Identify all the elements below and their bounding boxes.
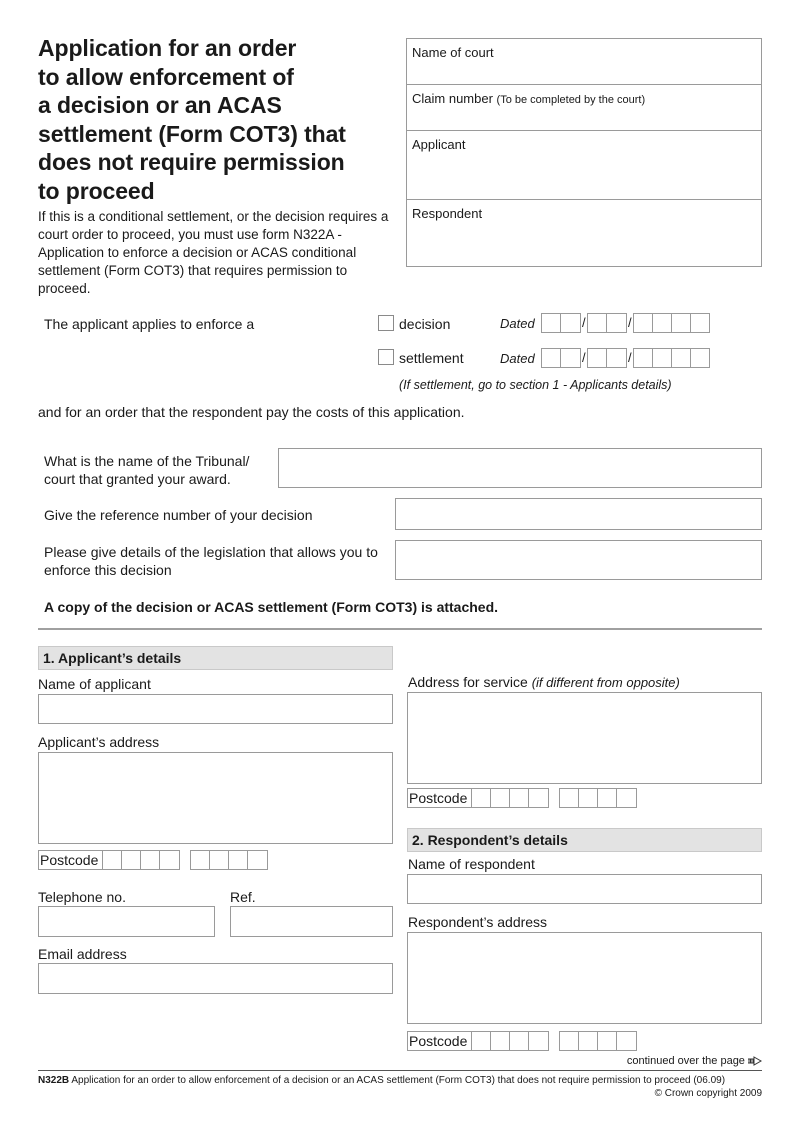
section-divider [38, 628, 762, 630]
form-description: Application for an order to allow enforcement of a decision or an ACAS settlement (Form COT3) that does not require permission to proceed (06.09) [71, 1075, 726, 1086]
continued-text: continued over the page [626, 1055, 745, 1067]
service-postcode [407, 788, 637, 808]
ref-label: Ref. [230, 889, 256, 905]
settlement-label: settlement [399, 350, 464, 366]
service-address-note: (if different from opposite) [531, 675, 680, 690]
claim-number-label: Claim number [412, 91, 493, 106]
settlement-month-input[interactable] [587, 348, 627, 368]
respondent-postcode-part2[interactable] [559, 1031, 637, 1051]
email-label: Email address [38, 946, 127, 962]
form-title: Application for an order to allow enforcement of a decision or an ACAS settlement (Form COT3) that does not require permission to proceed [38, 35, 346, 204]
applicant-name-label: Name of applicant [38, 676, 151, 692]
settlement-checkbox[interactable] [378, 349, 394, 365]
tribunal-label: What is the name of the Tribunal/ court that granted your award. [44, 453, 250, 487]
applicant-postcode [38, 850, 268, 870]
settlement-note: (If settlement, go to section 1 - Applicants details) [399, 378, 672, 392]
attached-statement: A copy of the decision or ACAS settlement (Form COT3) is attached. [44, 599, 499, 615]
service-postcode-label: Postcode [407, 788, 471, 808]
decision-label: decision [399, 316, 451, 332]
settlement-dated-label: Dated [500, 351, 535, 366]
applicant-postcode-part2[interactable] [190, 850, 268, 870]
respondent-postcode-part1[interactable] [471, 1031, 549, 1051]
applies-label: The applicant applies to enforce a [44, 316, 255, 332]
applicant-court-field[interactable] [407, 131, 761, 200]
respondent-postcode-label: Postcode [407, 1031, 471, 1051]
decision-month-input[interactable] [587, 313, 627, 333]
tribunal-input[interactable] [278, 448, 762, 488]
applicant-postcode-label: Postcode [38, 850, 102, 870]
respondent-address-input[interactable] [407, 932, 762, 1024]
applicant-address-label: Applicant’s address [38, 734, 160, 750]
decision-checkbox[interactable] [378, 315, 394, 331]
respondent-address-label: Respondent’s address [408, 914, 548, 930]
legislation-label: Please give details of the legislation that allows you to enforce this decision [44, 544, 378, 578]
copyright: © Crown copyright 2009 [654, 1088, 762, 1099]
applicant-postcode-part1[interactable] [102, 850, 180, 870]
service-postcode-part2[interactable] [559, 788, 637, 808]
legislation-input[interactable] [395, 540, 762, 580]
respondent-court-field[interactable] [407, 200, 761, 267]
decision-dated-label: Dated [500, 316, 535, 331]
respondent-name-label: Name of respondent [408, 856, 535, 872]
reference-input[interactable] [395, 498, 762, 530]
respondent-section-heading: 2. Respondent’s details [407, 828, 762, 852]
applicant-section-heading: 1. Applicant’s details [38, 646, 393, 670]
form-intro: If this is a conditional settlement, or the decision requires a court order to proceed, you must use form N322A - Application to enforce a decision or ACAS conditional settlement (Form COT3) that requires permission to proceed. [38, 209, 389, 296]
continued-note [627, 1055, 762, 1067]
respondent-court-label: Respondent [412, 206, 483, 221]
date-separator: / [582, 350, 586, 365]
service-address-label [408, 674, 680, 690]
date-separator: / [628, 350, 632, 365]
applicant-address-input[interactable] [38, 752, 393, 844]
telephone-input[interactable] [38, 906, 215, 937]
footer-rule [38, 1070, 762, 1071]
decision-year-input[interactable] [633, 313, 710, 333]
arrow-right-icon [748, 1056, 762, 1066]
email-input[interactable] [38, 963, 393, 994]
form-code: N322B [38, 1075, 70, 1086]
date-separator: / [628, 315, 632, 330]
name-of-court-field[interactable] [407, 39, 761, 85]
applicant-name-input[interactable] [38, 694, 393, 724]
applicant-court-label: Applicant [412, 137, 466, 152]
settlement-day-input[interactable] [541, 348, 581, 368]
respondent-name-input[interactable] [407, 874, 762, 904]
court-details-box [406, 38, 762, 267]
service-postcode-part1[interactable] [471, 788, 549, 808]
footer-description [38, 1075, 762, 1086]
respondent-postcode [407, 1031, 637, 1051]
date-separator: / [582, 315, 586, 330]
costs-text: and for an order that the respondent pay the costs of this application. [38, 404, 465, 420]
name-of-court-label: Name of court [412, 45, 494, 60]
decision-day-input[interactable] [541, 313, 581, 333]
settlement-year-input[interactable] [633, 348, 710, 368]
ref-input[interactable] [230, 906, 393, 937]
service-address-text: Address for service [408, 674, 528, 690]
service-address-input[interactable] [407, 692, 762, 784]
reference-label: Give the reference number of your decision [44, 507, 313, 523]
claim-number-field[interactable] [407, 85, 761, 131]
telephone-label: Telephone no. [38, 889, 126, 905]
claim-number-note: (To be completed by the court) [496, 94, 646, 106]
